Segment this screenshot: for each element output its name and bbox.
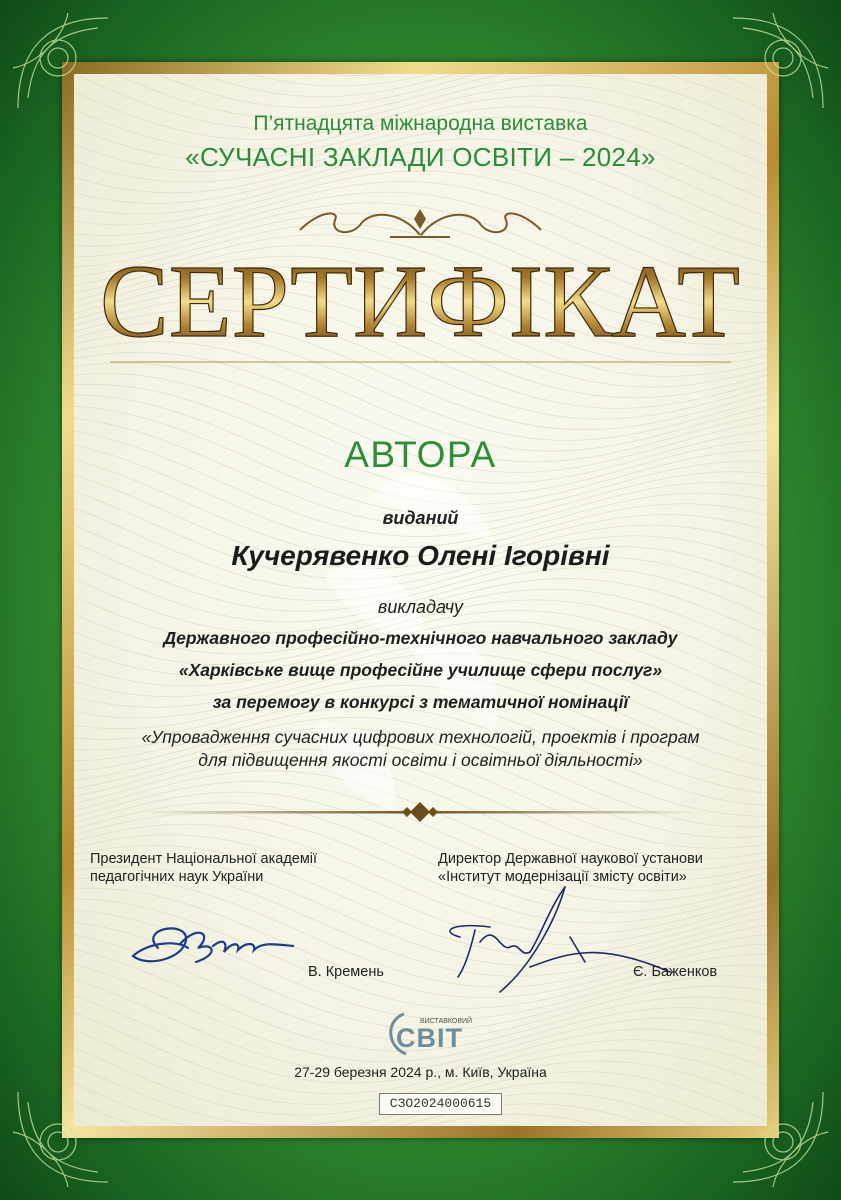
signature-2 (380, 882, 700, 1002)
award-reason: за перемогу в конкурсі з тематичної номінації (212, 692, 629, 712)
signatory-2-name: Є. Баженков (633, 964, 718, 980)
certificate-type: АВТОРА (344, 434, 497, 475)
top-flourish-ornament (290, 205, 551, 245)
issued-label: виданий (382, 508, 459, 528)
nomination-line-1: «Упровадження сучасних цифрових технологій, проектів і програм (141, 727, 700, 747)
signatory-1-name: В. Кремень (308, 964, 384, 980)
recipient-position: викладачу (377, 597, 464, 617)
certificate-title: СЕРТИФІКАТ (100, 244, 740, 359)
heading-divider (110, 352, 731, 372)
certificate-code: СЗО2024000615 (379, 1093, 502, 1115)
logo-name: СВІТ (396, 1023, 463, 1053)
exhibition-title: «СУЧАСНІ ЗАКЛАДИ ОСВІТИ – 2024» (185, 142, 656, 172)
signatory-1-title (90, 850, 317, 886)
corner-ornament-bottom-left (8, 1082, 118, 1192)
corner-ornament-top-left (8, 8, 118, 118)
signatory-2-title-line-2: «Інститут модернізації змісту освіти» (438, 869, 687, 885)
corner-ornament-bottom-right (723, 1082, 833, 1192)
nomination-line-2: для підвищення якості освіти і освітньої діяльності» (198, 750, 643, 770)
signatory-1-title-line-1: Президент Національної академії (90, 851, 318, 867)
event-dates-location: 27-29 березня 2024 р., м. Київ, Україна (294, 1064, 547, 1080)
institution-line-1: Державного професійно-технічного навчального закладу (163, 628, 678, 648)
signatory-2-title-line-1: Директор Державної наукової установи (438, 851, 703, 867)
signature-1 (128, 918, 298, 976)
logo-small-text: ВИСТАВКОВИЙ (420, 1018, 473, 1025)
exhibition-subtitle: П’ятнадцята міжнародна виставка (253, 112, 588, 135)
section-divider (140, 800, 701, 824)
certificate-heading (90, 240, 751, 360)
recipient-name: Кучерявенко Олені Ігорівні (231, 540, 610, 571)
institution-line-2: «Харківське вище професійне училище сфери послуг» (178, 660, 663, 680)
signatory-1-title-line-2: педагогічних наук України (90, 869, 264, 885)
corner-ornament-top-right (723, 8, 833, 118)
signatory-2-title (438, 850, 703, 886)
